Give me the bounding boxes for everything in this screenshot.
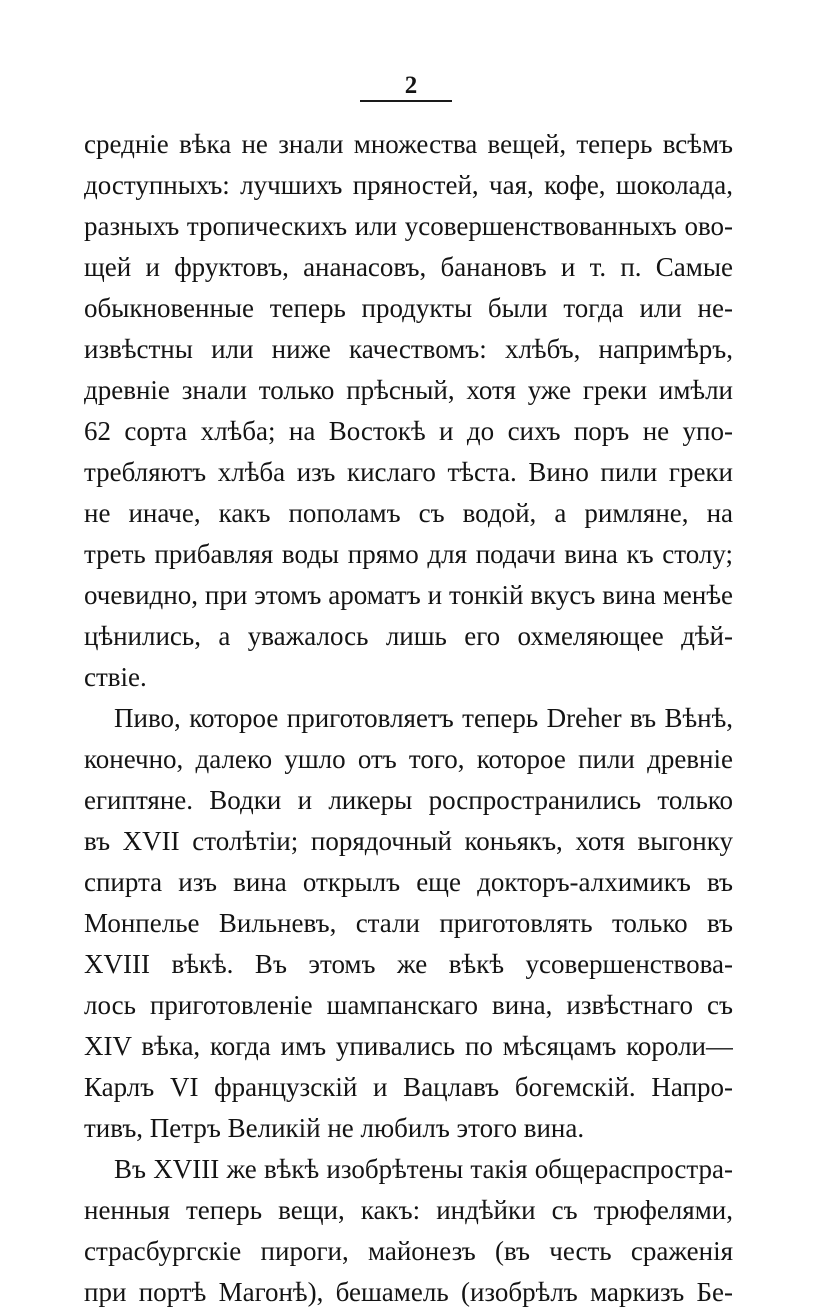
page-number: 2 xyxy=(404,72,418,99)
text-line: древніе знали только прѣсный, хотя уже греки имѣли xyxy=(84,375,733,405)
text-line: очевидно, при этомъ ароматъ и тонкій вкусъ вина менѣе xyxy=(84,580,733,610)
text-line: спирта изъ вина открылъ еще докторъ-алхимикъ въ xyxy=(84,867,733,897)
text-line: въ XVII столѣтіи; порядочный коньякъ, хотя выгонку xyxy=(84,826,733,856)
text-line: лось приготовленіе шампанскаго вина, извѣстнаго съ xyxy=(84,990,733,1020)
text-line: средніе вѣка не знали множества вещей, теперь всѣмъ xyxy=(84,129,733,159)
text-line: извѣстны или ниже качествомъ: хлѣбъ, напримѣръ, xyxy=(84,334,733,364)
text-line: доступныхъ: лучшихъ пряностей, чая, кофе, шоколада, xyxy=(84,170,733,200)
text-line: Пиво, которое приготовляетъ теперь Dreher въ Вѣнѣ, xyxy=(114,703,733,733)
text-line: Монпелье Вильневъ, стали приготовлять только въ xyxy=(84,908,733,938)
text-line: XVIII вѣкѣ. Въ этомъ же вѣкѣ усовершенствова- xyxy=(84,949,733,979)
text-line: ненныя теперь вещи, какъ: индѣйки съ трюфелями, xyxy=(84,1195,733,1225)
page-number-rule xyxy=(360,100,452,102)
text-line: требляютъ хлѣба изъ кислаго тѣста. Вино пили греки xyxy=(84,457,733,487)
text-line: Карлъ VI французскій и Вацлавъ богемскій. Напро- xyxy=(84,1072,733,1102)
text-line: не иначе, какъ пополамъ съ водой, а римляне, на xyxy=(84,498,733,528)
text-line: обыкновенные теперь продукты были тогда или не- xyxy=(84,293,733,323)
text-line: конечно, далеко ушло отъ того, которое пили древніе xyxy=(84,744,733,774)
text-line: египтяне. Водки и ликеры роспространились только xyxy=(84,785,733,815)
text-line: щей и фруктовъ, ананасовъ, банановъ и т. п. Самые xyxy=(84,252,733,282)
text-line: разныхъ тропическихъ или усовершенствованныхъ ово- xyxy=(84,211,733,241)
text-line: треть прибавляя воды прямо для подачи вина къ столу; xyxy=(84,539,733,569)
text-line: при портѣ Магонѣ), бешамель (изобрѣлъ маркизъ Бе- xyxy=(84,1277,733,1307)
text-line: 62 сорта хлѣба; на Востокѣ и до сихъ поръ не упо- xyxy=(84,416,733,446)
paragraph-3 xyxy=(84,1149,733,1313)
text-line: Въ XVIII же вѣкѣ изобрѣтены такія общераспростра- xyxy=(114,1154,733,1184)
text-line: XIV вѣка, когда имъ упивались по мѣсяцамъ короли— xyxy=(84,1031,733,1061)
text-line: тивъ, Петръ Великій не любилъ этого вина. xyxy=(84,1113,585,1143)
text-line: ствіе. xyxy=(84,662,147,692)
text-body xyxy=(84,124,733,1313)
paragraph-1 xyxy=(84,124,733,698)
paragraph-2 xyxy=(84,698,733,1149)
text-line: цѣнились, а уважалось лишь его охмеляющее дѣй- xyxy=(84,621,733,651)
text-line: страсбургскіе пироги, майонезъ (въ честь сраженія xyxy=(84,1236,733,1266)
